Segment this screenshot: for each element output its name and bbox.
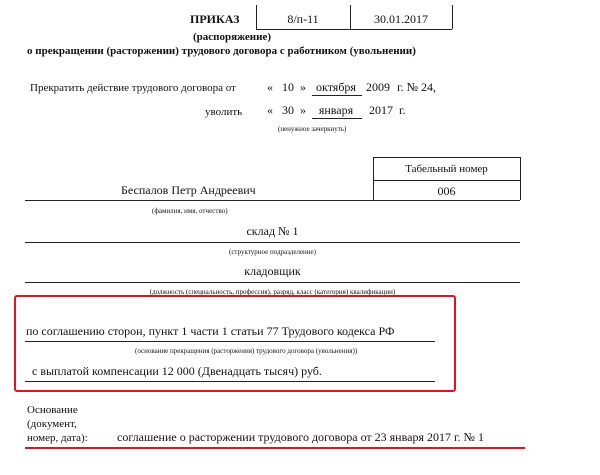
table-divider: [256, 29, 452, 30]
dismiss-year: 2017: [369, 103, 393, 117]
grounds-text: по соглашению сторон, пункт 1 части 1 статьи 77 Трудового кодекса РФ: [26, 324, 395, 338]
raspor-label: (распоряжение): [193, 31, 272, 43]
order-subtitle: о прекращении (расторжении) трудового договора с работником (увольнении): [27, 45, 416, 57]
dismiss-month: января: [318, 103, 354, 117]
department-caption: (структурное подразделение): [228, 248, 316, 256]
table-divider: [452, 5, 453, 29]
dismiss-note: (ненужное зачеркнуть): [278, 125, 347, 133]
basis-highlight-line: [25, 447, 525, 449]
terminate-month: октября: [316, 80, 356, 94]
tab-number: 006: [437, 184, 456, 198]
basis-value: соглашение о расторжении трудового договора от 23 января 2017 г. № 1: [117, 430, 484, 444]
order-number: 8/п-11: [287, 12, 319, 26]
basis-label-3: номер, дата):: [27, 432, 88, 444]
underline: [312, 118, 362, 119]
underline: [25, 282, 520, 283]
underline: [25, 242, 520, 243]
tab-number-header: Табельный номер: [405, 163, 488, 175]
basis-label-2: (документ,: [27, 418, 77, 430]
basis-label-1: Основание: [27, 404, 78, 416]
terminate-label: Прекратить действие трудового договора от: [30, 82, 236, 94]
underline: [312, 95, 362, 96]
position-caption: (должность (специальность, профессия), разряд, класс (категория) квалификации): [149, 288, 396, 296]
underline: [25, 341, 435, 342]
underline: [25, 381, 435, 382]
quote-open: «: [267, 103, 273, 117]
position: кладовщик: [244, 264, 301, 278]
underline: [25, 200, 373, 201]
quote-open: «: [267, 80, 273, 94]
dismiss-suffix: г.: [399, 103, 406, 117]
table-border: [520, 157, 521, 200]
terminate-year: 2009: [366, 80, 390, 94]
compensation-text: с выплатой компенсации 12 000 (Двенадцать тысяч) руб.: [32, 364, 322, 378]
quote-close: »: [300, 103, 306, 117]
order-date: 30.01.2017: [374, 12, 428, 26]
dismiss-label: уволить: [205, 106, 243, 118]
name-caption: (фамилия, имя, отчество): [152, 207, 228, 215]
quote-close: »: [300, 80, 306, 94]
table-border: [373, 157, 520, 158]
dismiss-day: 30: [282, 103, 294, 117]
terminate-suffix: г. № 24,: [397, 80, 437, 94]
table-border: [373, 180, 520, 181]
employee-name: Беспалов Петр Андреевич: [121, 183, 256, 197]
table-border: [373, 200, 520, 201]
grounds-caption: (основание прекращения (расторжения) трудового договора (увольнения)): [135, 347, 358, 355]
department: склад № 1: [246, 224, 299, 238]
order-title: ПРИКАЗ: [190, 12, 240, 26]
terminate-day: 10: [282, 80, 294, 94]
